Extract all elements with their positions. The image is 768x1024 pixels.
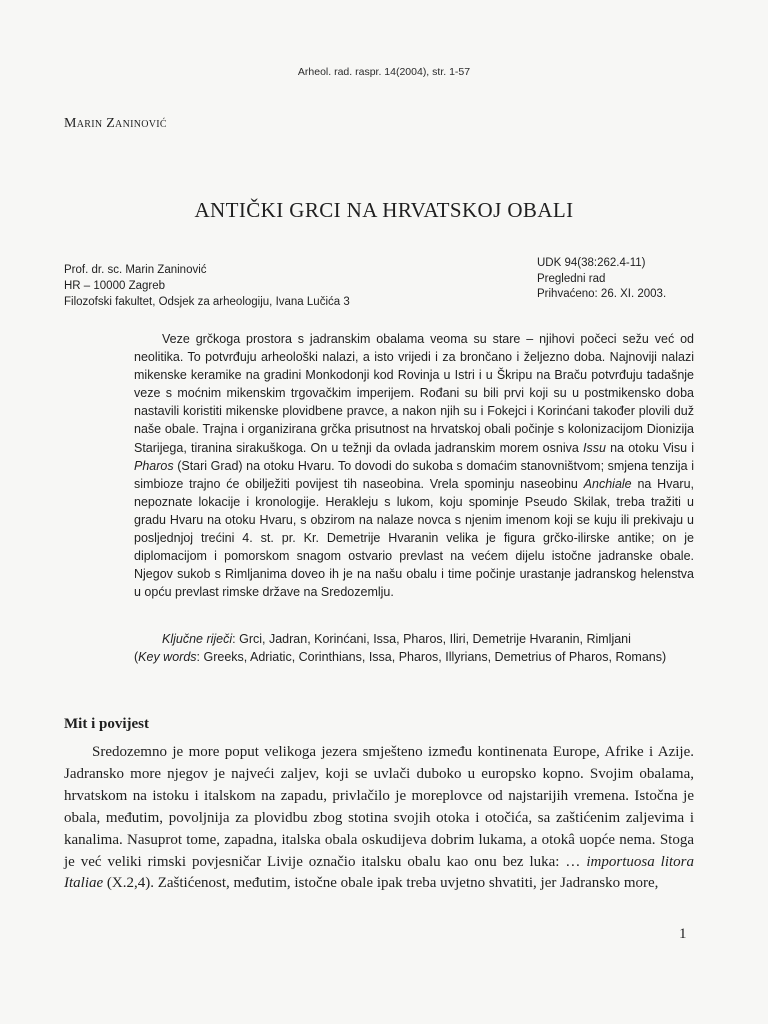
abstract bbox=[134, 330, 694, 601]
paper-type: Pregledni rad bbox=[537, 272, 606, 285]
udk-code: UDK 94(38:262.4-11) bbox=[537, 257, 646, 269]
keywords-block bbox=[134, 630, 694, 666]
affiliation-line: Prof. dr. sc. Marin Zaninović bbox=[64, 264, 207, 276]
keywords-hr bbox=[134, 630, 694, 648]
abstract-text: (Stari Grad) na otoku Hvaru. To dovodi do sukoba s domaćim stanovništvom; smjena tenzija i simbioze trajno će obilježiti povijest tih naseobina. Vrela spominju naseobinu bbox=[134, 458, 694, 491]
section-heading: Mit i povijest bbox=[64, 716, 149, 732]
keywords-label: Ključne riječi bbox=[162, 632, 233, 646]
abstract-text: na otoku Visu i bbox=[605, 440, 694, 455]
abstract-text: Veze grčkoga prostora s jadranskim obalama veoma su stare – njihovi počeci sežu već od neolitika. To potvrđuju arheološki nalazi, a isto vrijedi i za brončano i željezno doba. Najnoviji nalazi mikenske keramike na gradini Monkodonji kod Rovinja u Istri i u Škripu na Braču potvrđuju tadašnje veze s moćnim mikenskim trgovačkim imperijem. Rođani su bili prvi koji su u postmikensko doba nastavili koristiti mikenske plovidbene pravce, a nakon njih su i Fokejci i Korinćani također plovili duž naše obale. Trajna i organizirana grčka prisutnost na hrvatskoj obali počinje s kolonizacijom Dionizija Starijega, tiranina sirakuškoga. On u težnji da ovlada jadranskim morem osniva bbox=[134, 332, 694, 455]
accepted-date: Prihvaćeno: 26. XI. 2003. bbox=[537, 288, 667, 300]
keywords-en bbox=[134, 648, 694, 666]
author-affiliation bbox=[64, 262, 350, 310]
affiliation-line: Filozofski fakultet, Odsjek za arheologiju, Ivana Lučića 3 bbox=[64, 296, 350, 308]
classification-meta bbox=[537, 256, 666, 303]
affiliation-line: HR – 10000 Zagreb bbox=[64, 280, 166, 292]
body-paragraph bbox=[64, 742, 694, 895]
body-text-span: Sredozemno je more poput velikoga jezera smješteno između kontinenata Europe, Afrike i Azije. Jadransko more njegov je najveći zaljev, koji se uvlači duboko u europsko kopno. Svojim obalama, hrvatskom na istoku i italskom na zapadu, privlačilo je moreplovce od najstarijih vremena. Istočna je obala, međutim, povoljnija za plovidbu zbog stotina svojih otoka i otočića, sa zaštićenim zaljevima i kanalima. Nasuprot tome, zapadna, italska obala oskudijeva dobrim lukama, a otokâ uopće nema. Stoga je već veliki rimski povjesničar Livije označio italsku obalu kao onu bez luka: … bbox=[64, 744, 694, 870]
abstract-italic-anchiale: Anchiale bbox=[583, 476, 632, 491]
latin-quote: importuosa litora Italiae bbox=[64, 853, 694, 892]
page-number: 1 bbox=[679, 926, 687, 942]
journal-reference: Arheol. rad. raspr. 14(2004), str. 1-57 bbox=[297, 66, 471, 78]
abstract-text: na Hvaru, nepoznate lokacije i kronologije. Herakleju s lukom, koju spominje Pseudo Skilak, treba tražiti u gradu Hvaru na otoku Hvaru, s obzirom na nalaze novca s njenim imenom koji se kuju ili prekivaju u posljednjoj trećini 4. st. pr. Kr. Demetrije Hvaranin velika je figura grčko-ilirske antike; on je diplomacijom i pomorskom snagom ostvario prevlast na većem dijelu istočne jadranske obale. Njegov sukob s Rimljanima doveo ih je na našu obalu i time počinje urastanje jadranskog helenstva u opću prevlast rimske države na Sredozemlju. bbox=[134, 476, 694, 600]
paper-title: ANTIČKI GRCI NA HRVATSKOJ OBALI bbox=[194, 198, 574, 222]
abstract-italic-issa: Issu bbox=[582, 440, 606, 455]
keywords-en-open: ( bbox=[134, 650, 139, 665]
keywords-en-text: : Greeks, Adriatic, Corinthians, Issa, Pharos, Illyrians, Demetrius of Pharos, Romans) bbox=[196, 650, 667, 665]
keywords-text: : Grci, Jadran, Korinćani, Issa, Pharos, Iliri, Demetrije Hvaranin, Rimljani bbox=[232, 632, 631, 646]
body-text bbox=[64, 742, 694, 895]
body-text-span: (X.2,4). Zaštićenost, međutim, istočne obale ipak treba uvjetno shvatiti, jer Jadransko more, bbox=[103, 875, 659, 892]
keywords-en-label: Key words bbox=[138, 650, 197, 665]
abstract-italic-pharos: Pharos bbox=[134, 458, 174, 473]
abstract-paragraph bbox=[134, 330, 694, 601]
author-name: Marin Zaninović bbox=[64, 116, 167, 131]
